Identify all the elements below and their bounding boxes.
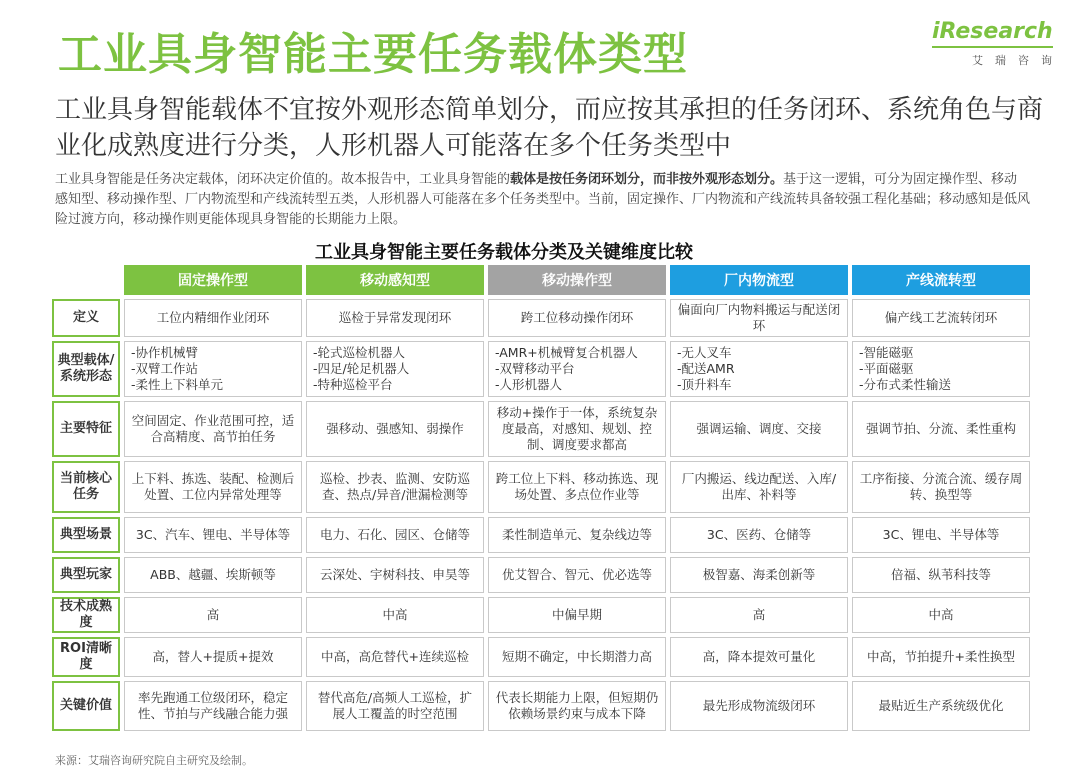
table-cell xyxy=(306,299,484,337)
table-cell xyxy=(852,299,1030,337)
cell-text: 3C、锂电、半导体等 xyxy=(882,527,1000,542)
cell-text: 3C、汽车、锂电、半导体等 xyxy=(135,527,291,542)
table-cell xyxy=(488,557,666,593)
table-cell xyxy=(488,681,666,731)
table-cell xyxy=(488,461,666,513)
cell-text: 偏产线工艺流转闭环 xyxy=(884,310,998,325)
table-cell xyxy=(852,557,1030,593)
table-cell xyxy=(852,341,1030,397)
table-title: 工业具身智能主要任务载体分类及关键维度比较 xyxy=(315,242,693,263)
cell-text: 中偏早期 xyxy=(551,607,602,622)
cell-text: 强移动、强感知、弱操作 xyxy=(326,421,464,436)
table-cell xyxy=(488,299,666,337)
row-label: 定义 xyxy=(52,299,120,337)
table-cell xyxy=(670,341,848,397)
cell-text: 强调运输、调度、交接 xyxy=(696,421,822,436)
column-header: 厂内物流型 xyxy=(670,265,848,295)
table-cell xyxy=(306,341,484,397)
cell-text: 中高 xyxy=(928,607,954,622)
table-row xyxy=(52,299,1030,337)
table-cell xyxy=(306,681,484,731)
table-cell xyxy=(670,299,848,337)
cell-text: 高，降本提效可量化 xyxy=(702,649,816,664)
cell-text: 强调节拍、分流、柔性重构 xyxy=(865,421,1016,436)
row-label: ROI清晰度 xyxy=(52,637,120,677)
cell-text: 率先跑通工位级闭环，稳定性、节拍与产线融合能力强 xyxy=(137,690,288,721)
cell-text: 中高 xyxy=(382,607,408,622)
table-cell xyxy=(488,341,666,397)
row-label: 典型玩家 xyxy=(52,557,120,593)
cell-text: 云深处、宇树科技、申昊等 xyxy=(319,567,470,582)
table-cell xyxy=(852,401,1030,457)
table-cell xyxy=(124,517,302,553)
table-cell xyxy=(852,637,1030,677)
cell-text: 巡检、抄表、监测、安防巡查、热点/异音/泄漏检测等 xyxy=(319,471,470,502)
cell-text: 中高，高危替代+连续巡检 xyxy=(321,649,469,664)
table-cell xyxy=(670,401,848,457)
table-row xyxy=(52,517,1030,553)
table-cell xyxy=(670,637,848,677)
cell-text: 倍福、纵苇科技等 xyxy=(890,567,991,582)
row-label: 主要特征 xyxy=(52,401,120,457)
table-cell xyxy=(124,299,302,337)
table-row xyxy=(52,341,1030,397)
table-row xyxy=(52,557,1030,593)
table-cell xyxy=(306,557,484,593)
table-cell xyxy=(124,557,302,593)
cell-text: 跨工位上下料、移动拣选、现场处置、多点位作业等 xyxy=(495,471,659,502)
table-cell xyxy=(124,341,302,397)
desc-bold: 载体是按任务闭环划分，而非按外观形态划分。 xyxy=(510,172,784,187)
table-row xyxy=(52,401,1030,457)
table-cell xyxy=(670,461,848,513)
table-cell xyxy=(124,401,302,457)
table-header-row xyxy=(52,265,1030,295)
table-row xyxy=(52,597,1030,633)
table-cell xyxy=(670,597,848,633)
table-cell xyxy=(852,517,1030,553)
row-label: 典型载体/系统形态 xyxy=(52,341,120,397)
cell-text: 代表长期能力上限，但短期仍依赖场景约束与成本下降 xyxy=(495,690,659,721)
cell-text: 巡检于异常发现闭环 xyxy=(338,310,452,325)
source-note: 来源：艾瑞咨询研究院自主研究及绘制。 xyxy=(55,754,253,767)
table-cell xyxy=(124,637,302,677)
table-cell xyxy=(124,597,302,633)
cell-text: 空间固定、作业范围可控，适合高精度、高节拍任务 xyxy=(131,413,295,444)
cell-text: -轮式巡检机器人 -四足/轮足机器人 -特种巡检平台 xyxy=(313,345,410,392)
row-label: 技术成熟度 xyxy=(52,597,120,633)
cell-text: 移动+操作于一体，系统复杂度最高，对感知、规划、控制、调度要求都高 xyxy=(496,405,658,452)
cell-text: 优艾智合、智元、优必选等 xyxy=(501,567,652,582)
table-cell xyxy=(852,681,1030,731)
cell-text: 高，替人+提质+提效 xyxy=(152,649,274,664)
table-cell xyxy=(488,517,666,553)
column-header: 产线流转型 xyxy=(852,265,1030,295)
desc-part1: 工业具身智能是任务决定载体，闭环决定价值的。故本报告中，工业具身智能的 xyxy=(55,172,511,187)
cell-text: 电力、石化、园区、仓储等 xyxy=(319,527,470,542)
table-cell xyxy=(306,461,484,513)
comparison-table xyxy=(52,265,1030,735)
iresearch-logo xyxy=(932,18,1064,68)
table-cell xyxy=(488,597,666,633)
headline: 工业具身智能载体不宜按外观形态简单划分，而应按其承担的任务闭环、系统角色与商业化成熟度进行分类，人形机器人可能落在多个任务类型中 xyxy=(55,95,1044,161)
table-cell xyxy=(852,461,1030,513)
table-cell xyxy=(124,461,302,513)
cell-text: 高 xyxy=(206,607,220,622)
table-cell xyxy=(670,517,848,553)
desc-part2: 基于这一逻辑，可分为固定操作型、移动感知型、移动操作型、厂内物流型和产线流转型五类，人形机器人可能落在多个任务类型中。当前，固定操作、厂内物流和产线流转具备较强工程化基础；移动感知是低风险过渡方向，移动操作则更能体现具身智能的长期能力上限。 xyxy=(55,172,1031,227)
logo-brand: iResearch xyxy=(932,18,1053,48)
table-row xyxy=(52,637,1030,677)
table-cell xyxy=(670,557,848,593)
header-corner xyxy=(52,265,120,295)
cell-text: -智能磁驱 -平面磁驱 -分布式柔性输送 xyxy=(859,345,952,392)
table-row xyxy=(52,681,1030,731)
cell-text: 厂内搬运、线边配送、入库/出库、补料等 xyxy=(681,471,837,502)
cell-text: 高 xyxy=(752,607,766,622)
table-cell xyxy=(306,597,484,633)
column-header: 固定操作型 xyxy=(124,265,302,295)
cell-text: 替代高危/高频人工巡检，扩展人工覆盖的时空范围 xyxy=(317,690,473,721)
cell-text: 3C、医药、仓储等 xyxy=(706,527,812,542)
table-cell xyxy=(306,401,484,457)
cell-text: 最贴近生产系统级优化 xyxy=(878,698,1004,713)
table-cell xyxy=(306,637,484,677)
cell-text: 短期不确定，中长期潜力高 xyxy=(501,649,652,664)
logo-cn: 艾瑞咨询 xyxy=(972,54,1064,67)
table-row xyxy=(52,461,1030,513)
cell-text: -协作机械臂 -双臂工作站 -柔性上下料单元 xyxy=(131,345,224,392)
cell-text: -无人叉车 -配送AMR -顶升料车 xyxy=(677,345,735,392)
row-label: 典型场景 xyxy=(52,517,120,553)
row-label: 当前核心任务 xyxy=(52,461,120,513)
description xyxy=(55,170,1030,230)
column-header: 移动操作型 xyxy=(488,265,666,295)
cell-text: ABB、越疆、埃斯顿等 xyxy=(150,567,276,582)
table-cell xyxy=(852,597,1030,633)
table-cell xyxy=(306,517,484,553)
cell-text: 中高，节拍提升+柔性换型 xyxy=(867,649,1015,664)
cell-text: 极智嘉、海柔创新等 xyxy=(702,567,816,582)
table-cell xyxy=(488,401,666,457)
cell-text: 工序衔接、分流合流、缓存周转、换型等 xyxy=(859,471,1023,502)
cell-text: 上下料、拣选、装配、检测后处置、工位内异常处理等 xyxy=(131,471,295,502)
cell-text: 最先形成物流级闭环 xyxy=(702,698,816,713)
cell-text: 偏面向厂内物料搬运与配送闭环 xyxy=(677,302,841,333)
cell-text: 工位内精细作业闭环 xyxy=(156,310,270,325)
table-cell xyxy=(124,681,302,731)
column-header: 移动感知型 xyxy=(306,265,484,295)
row-label: 关键价值 xyxy=(52,681,120,731)
cell-text: 柔性制造单元、复杂线边等 xyxy=(501,527,652,542)
table-cell xyxy=(670,681,848,731)
cell-text: 跨工位移动操作闭环 xyxy=(520,310,634,325)
table-cell xyxy=(488,637,666,677)
cell-text: -AMR+机械臂复合机器人 -双臂移动平台 -人形机器人 xyxy=(495,345,638,392)
page-title: 工业具身智能主要任务载体类型 xyxy=(58,29,688,80)
